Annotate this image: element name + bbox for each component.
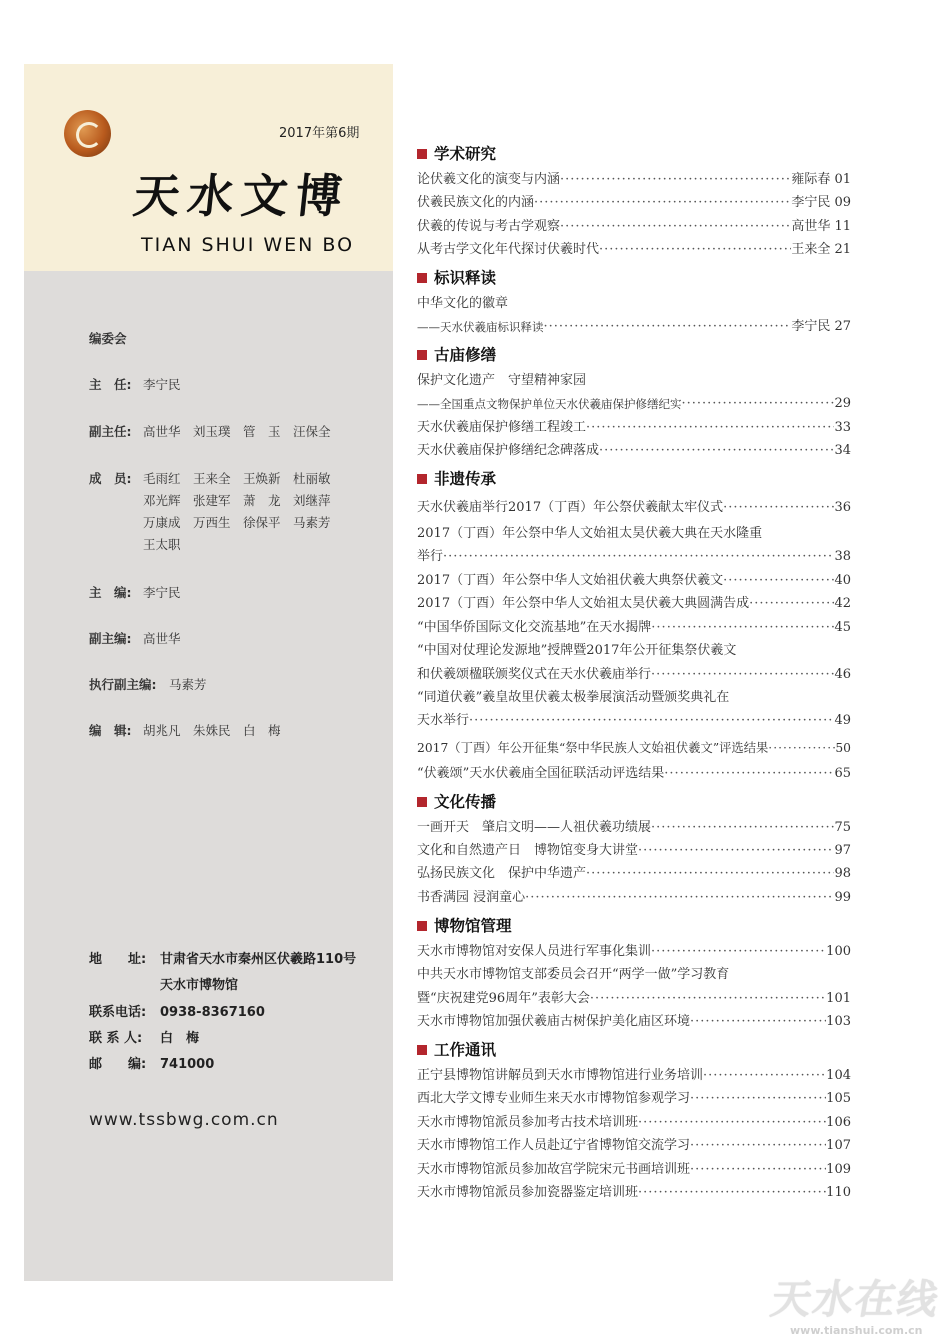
magazine-pinyin: TIAN SHUI WEN BO bbox=[141, 234, 355, 256]
section-academic bbox=[417, 144, 496, 164]
left-panel bbox=[24, 64, 393, 1281]
toc-entry[interactable]: ——全国重点文物保护单位天水伏羲庙保护修缮纪实 ····· 29 bbox=[417, 394, 851, 414]
members-line-2: 邓光辉 张建军 萧 龙 刘继萍 bbox=[143, 493, 331, 508]
exec-vice-editor-label: 执行副主编: bbox=[89, 677, 157, 692]
cover-header bbox=[24, 64, 393, 271]
section-title: 标识释读 bbox=[434, 269, 497, 287]
vice-director-value: 高世华 刘玉璞 管 玉 汪保全 bbox=[143, 424, 331, 439]
editors-label: 编 辑: bbox=[89, 723, 132, 738]
section-title: 文化传播 bbox=[434, 793, 497, 811]
board-editors bbox=[89, 720, 281, 742]
section-marker-icon bbox=[417, 273, 427, 283]
website-link[interactable]: www.tssbwg.com.cn bbox=[89, 1110, 279, 1130]
editor-label: 主 编: bbox=[89, 585, 132, 600]
section-marker-icon bbox=[417, 1045, 427, 1055]
toc-entry[interactable]: 2017（丁酉）年公祭中华人文始祖伏羲大典祭伏羲文 ····· 40 bbox=[417, 571, 851, 591]
contact-phone bbox=[89, 1001, 265, 1020]
toc-entry-line[interactable]: 中华文化的徽章 bbox=[417, 296, 509, 311]
members-label: 成 员: bbox=[89, 471, 132, 486]
postcode-label: 邮 编: bbox=[89, 1057, 147, 1072]
members-line-3: 万康成 万西生 徐保平 马素芳 bbox=[143, 515, 331, 530]
board-vice-editor bbox=[89, 628, 181, 650]
toc-entry-line[interactable]: 保护文化遗产 守望精神家园 bbox=[417, 373, 587, 388]
editor-value: 李宁民 bbox=[143, 585, 181, 600]
vice-editor-value: 高世华 bbox=[143, 631, 181, 646]
toc-entry[interactable]: 伏羲民族文化的内涵 ····· 李宁民 09 bbox=[417, 193, 851, 213]
phone-value: 0938-8367160 bbox=[160, 1005, 265, 1020]
section-title: 博物馆管理 bbox=[434, 917, 512, 935]
toc-entry[interactable]: 举行 ····· 38 bbox=[417, 547, 851, 567]
section-marker-icon bbox=[417, 350, 427, 360]
toc-entry-line[interactable]: “中国对仗理论发源地”授牌暨2017年公开征集祭伏羲文 bbox=[417, 643, 737, 658]
magazine-title: 天水文博 bbox=[130, 169, 353, 223]
toc-entry[interactable]: 伏羲的传说与考古学观察 ····· 高世华 11 bbox=[417, 217, 851, 237]
address-line-1: 甘肃省天水市秦州区伏羲路110号 bbox=[160, 952, 357, 967]
toc-entry[interactable]: 天水市博物馆派员参加瓷器鉴定培训班 ····· 110 bbox=[417, 1183, 851, 1203]
section-work-news bbox=[417, 1040, 496, 1060]
toc-entry[interactable]: 从考古学文化年代探讨伏羲时代 ····· 王来全 21 bbox=[417, 240, 851, 260]
contact-address-2 bbox=[89, 974, 238, 993]
address-label: 地 址: bbox=[89, 952, 147, 967]
section-title: 学术研究 bbox=[434, 145, 497, 163]
section-marker-icon bbox=[417, 149, 427, 159]
watermark-logo: 天水在线 bbox=[767, 1276, 944, 1323]
toc-entry-line[interactable]: “同道伏羲”羲皇故里伏羲太极拳展演活动暨颁奖典礼在 bbox=[417, 690, 730, 705]
members-line-1: 毛雨红 王来全 王焕新 杜丽敏 bbox=[143, 471, 331, 486]
board-vice-director bbox=[89, 421, 331, 443]
toc-entry[interactable]: 天水市博物馆派员参加故宫学院宋元书画培训班 ····· 109 bbox=[417, 1160, 851, 1180]
board-members bbox=[89, 468, 331, 556]
board-heading bbox=[89, 328, 127, 350]
contact-postcode bbox=[89, 1053, 214, 1072]
section-logo-interpretation bbox=[417, 268, 496, 288]
contact-address bbox=[89, 948, 356, 967]
exec-vice-editor-value: 马素芳 bbox=[169, 677, 207, 692]
members-line-4: 王太职 bbox=[143, 537, 181, 552]
section-temple-restoration bbox=[417, 345, 496, 365]
toc-entry[interactable]: 和伏羲颂楹联颁奖仪式在天水伏羲庙举行 ····· 46 bbox=[417, 665, 851, 685]
toc-entry[interactable]: 弘扬民族文化 保护中华遗产 ····· 98 bbox=[417, 864, 851, 884]
section-intangible-heritage bbox=[417, 469, 496, 489]
toc-entry[interactable]: 天水市博物馆加强伏羲庙古树保护美化庙区环境 ····· 103 bbox=[417, 1012, 851, 1032]
toc-entry[interactable]: “伏羲颂”天水伏羲庙全国征联活动评选结果 ····· 65 bbox=[417, 764, 851, 784]
section-title: 非遗传承 bbox=[434, 470, 497, 488]
director-value: 李宁民 bbox=[143, 377, 181, 392]
watermark-url: www.tianshui.com.cn bbox=[790, 1324, 923, 1337]
toc-entry[interactable]: 论伏羲文化的演变与内涵 ····· 雍际春 01 bbox=[417, 170, 851, 190]
toc-entry[interactable]: 西北大学文博专业师生来天水市博物馆参观学习 ····· 105 bbox=[417, 1089, 851, 1109]
address-line-2: 天水市博物馆 bbox=[160, 978, 239, 993]
toc-entry[interactable]: 2017（丁酉）年公开征集“祭中华民族人文始祖伏羲文”评选结果 ····· 50 bbox=[417, 738, 851, 758]
contact-person bbox=[89, 1027, 199, 1046]
person-value: 白 梅 bbox=[160, 1031, 200, 1046]
toc-entry[interactable]: 暨“庆祝建党96周年”表彰大会 ····· 101 bbox=[417, 989, 851, 1009]
section-marker-icon bbox=[417, 797, 427, 807]
board-director bbox=[89, 374, 181, 396]
section-title: 工作通讯 bbox=[434, 1041, 497, 1059]
section-marker-icon bbox=[417, 474, 427, 484]
toc-entry[interactable]: 天水市博物馆派员参加考古技术培训班 ····· 106 bbox=[417, 1113, 851, 1133]
section-marker-icon bbox=[417, 921, 427, 931]
director-label: 主 任: bbox=[89, 377, 132, 392]
vice-director-label: 副主任: bbox=[89, 424, 132, 439]
toc-entry[interactable]: 天水伏羲庙举行2017（丁酉）年公祭伏羲献太牢仪式 ····· 36 bbox=[417, 498, 851, 518]
person-label: 联 系 人: bbox=[89, 1031, 143, 1046]
board-exec-vice-editor bbox=[89, 674, 207, 696]
toc-entry[interactable]: 天水举行 ····· 49 bbox=[417, 711, 851, 731]
toc-entry[interactable]: 正宁县博物馆讲解员到天水市博物馆进行业务培训 ····· 104 bbox=[417, 1066, 851, 1086]
toc-entry[interactable]: 天水伏羲庙保护修缮纪念碑落成 ····· 34 bbox=[417, 441, 851, 461]
vice-editor-label: 副主编: bbox=[89, 631, 132, 646]
section-museum-management bbox=[417, 916, 512, 936]
toc-entry[interactable]: ——天水伏羲庙标识释读 ····· 李宁民 27 bbox=[417, 317, 851, 337]
toc-entry[interactable]: 天水市博物馆对安保人员进行军事化集训 ····· 100 bbox=[417, 942, 851, 962]
board-editor bbox=[89, 582, 181, 604]
postcode-value: 741000 bbox=[160, 1057, 215, 1072]
toc-entry[interactable]: 书香满园 浸润童心 ····· 99 bbox=[417, 888, 851, 908]
museum-logo-icon bbox=[64, 110, 111, 157]
section-title: 古庙修缮 bbox=[434, 346, 497, 364]
toc-entry[interactable]: 一画开天 肇启文明——人祖伏羲功绩展 ····· 75 bbox=[417, 818, 851, 838]
toc-entry-line[interactable]: 2017（丁酉）年公祭中华人文始祖太昊伏羲大典在天水隆重 bbox=[417, 526, 763, 541]
toc-entry[interactable]: 文化和自然遗产日 博物馆变身大讲堂 ····· 97 bbox=[417, 841, 851, 861]
editors-value: 胡兆凡 朱姝民 白 梅 bbox=[143, 723, 281, 738]
phone-label: 联系电话: bbox=[89, 1005, 147, 1020]
issue-number: 2017年第6期 bbox=[279, 126, 360, 141]
section-culture-spread bbox=[417, 792, 496, 812]
toc-entry[interactable]: 天水市博物馆工作人员赴辽宁省博物馆交流学习 ····· 107 bbox=[417, 1136, 851, 1156]
toc-entry-line[interactable]: 中共天水市博物馆支部委员会召开“两学一做”学习教育 bbox=[417, 967, 730, 982]
toc-entry[interactable]: 2017（丁酉）年公祭中华人文始祖太昊伏羲大典圆满告成 ····· 42 bbox=[417, 594, 851, 614]
members-value bbox=[143, 468, 331, 556]
board-heading-label: 编委会 bbox=[89, 331, 127, 346]
toc-entry[interactable]: 天水伏羲庙保护修缮工程竣工 ····· 33 bbox=[417, 418, 851, 438]
toc-entry[interactable]: “中国华侨国际文化交流基地”在天水揭牌 ····· 45 bbox=[417, 618, 851, 638]
